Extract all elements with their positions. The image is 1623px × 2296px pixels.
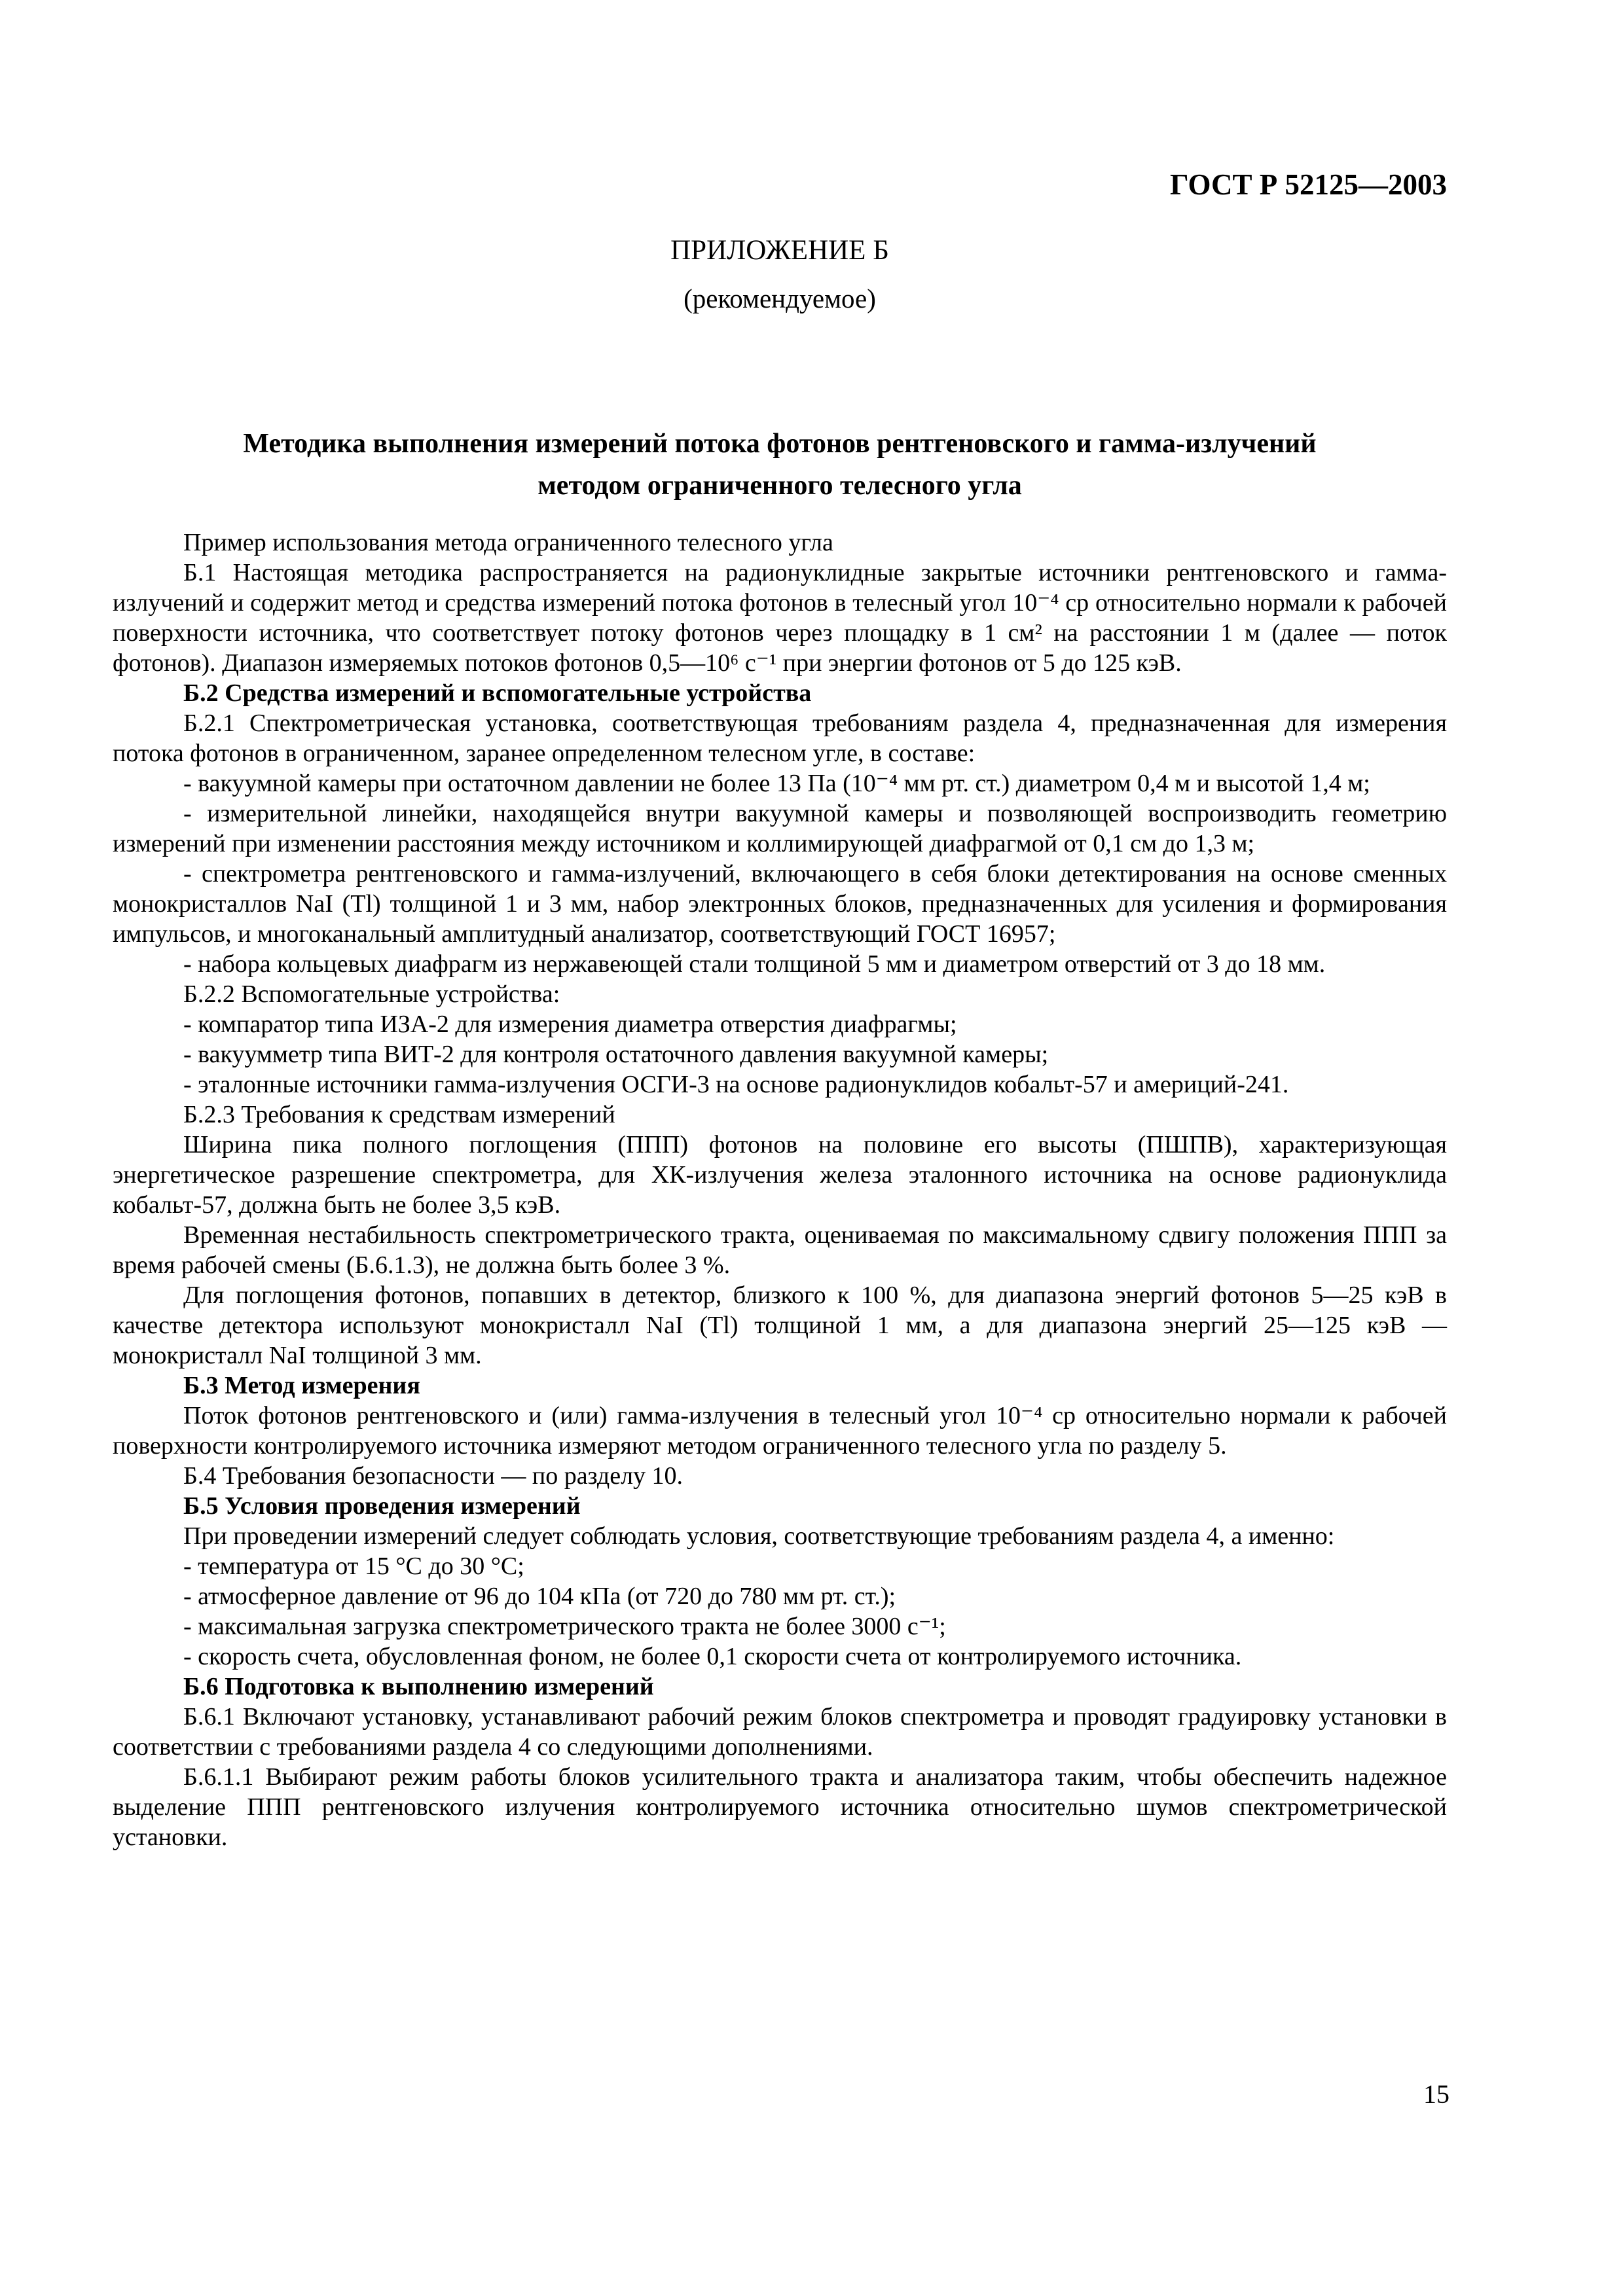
bullet-spectrometer: - спектрометра рентгеновского и гамма-излучений, включающего в себя блоки детектирования на основе сменных монокристаллов NaI (Tl) толщиной 1 и 3 мм, набор электронных блоков, предназначенных для усиления и формирования импульсов, и многоканальный амплитудный анализатор, соответствующий ГОСТ 16957;: [113, 860, 1447, 948]
para-b23-requirements: Б.2.3 Требования к средствам измерений: [183, 1101, 615, 1128]
bullet-max-load: - максимальная загрузка спектрометрического тракта не более 3000 с⁻¹;: [183, 1613, 946, 1640]
bullet-reference-sources: - эталонные источники гамма-излучения ОСГИ-3 на основе радионуклидов кобальт-57 и америций-241.: [183, 1071, 1289, 1098]
para-b21-setup: Б.2.1 Спектрометрическая установка, соответствующая требованиям раздела 4, предназначенная для измерения потока фотонов в ограниченном, заранее определенном телесном угле, в составе:: [113, 709, 1447, 767]
document-title: [113, 423, 1447, 507]
para-b1-scope: Б.1 Настоящая методика распространяется на радионуклидные закрытые источники рентгеновского и гамма-излучений и содержит метод и средства измерений потока фотонов в телесный угол 10⁻⁴ ср относительно нормали к рабочей поверхности источника, что соответствует потоку фотонов через площадку в 1 см² на расстоянии 1 м (далее — поток фотонов). Диапазон измеряемых потоков фотонов 0,5—10⁶ с⁻¹ при энергии фотонов от 5 до 125 кэВ.: [113, 559, 1447, 677]
bullet-vacuum-gauge: - вакуумметр типа ВИТ-2 для контроля остаточного давления вакуумной камеры;: [183, 1041, 1049, 1068]
para-b3-method: Поток фотонов рентгеновского и (или) гамма-излучения в телесный угол 10⁻⁴ ср относительно нормали к рабочей поверхности контролируемого источника измеряют методом ограниченного телесного угла по разделу 5.: [113, 1402, 1447, 1460]
heading-b5: Б.5 Условия проведения измерений: [183, 1492, 581, 1520]
appendix-note: (рекомендуемое): [684, 283, 876, 314]
bullet-background-rate: - скорость счета, обусловленная фоном, не более 0,1 скорости счета от контролируемого источника.: [183, 1643, 1242, 1670]
document-title-line1: Методика выполнения измерений потока фотонов рентгеновского и гамма-излучений: [243, 429, 1317, 459]
para-b5-conditions: При проведении измерений следует соблюдать условия, соответствующие требованиям раздела 4, а именно:: [183, 1522, 1335, 1550]
document-body: [113, 528, 1447, 1852]
para-example-line: Пример использования метода ограниченного телесного угла: [183, 529, 833, 556]
para-absorption: Для поглощения фотонов, попавших в детектор, близкого к 100 %, для диапазона энергий фотонов 5—25 кэВ в качестве детектора используют монокристалл NaI (Tl) толщиной 1 мм, а для диапазона энергий 25—125 кэВ — монокристалл NaI толщиной 3 мм.: [113, 1282, 1447, 1369]
heading-b3: Б.3 Метод измерения: [183, 1372, 420, 1399]
heading-b6: Б.6 Подготовка к выполнению измерений: [183, 1673, 654, 1700]
para-b4-safety: Б.4 Требования безопасности — по разделу 10.: [183, 1462, 684, 1490]
bullet-vacuum-chamber: - вакуумной камеры при остаточном давлении не более 13 Па (10⁻⁴ мм рт. ст.) диаметром 0,4 м и высотой 1,4 м;: [183, 770, 1370, 797]
page-number: 15: [1423, 2079, 1450, 2109]
para-fwhm: Ширина пика полного поглощения (ППП) фотонов на половине его высоты (ПШПВ), характеризующая энергетическое разрешение спектрометра, для ХК-излучения железа эталонного источника на основе радионуклида кобальт-57, должна быть не более 3,5 кэВ.: [113, 1131, 1447, 1219]
bullet-temperature: - температура от 15 °С до 30 °С;: [183, 1552, 524, 1580]
bullet-measuring-ruler: - измерительной линейки, находящейся внутри вакуумной камеры и позволяющей воспроизводить геометрию измерений при изменении расстояния между источником и коллимирующей диафрагмой от 0,1 см до 1,3 м;: [113, 800, 1447, 857]
para-instability: Временная нестабильность спектрометрического тракта, оцениваемая по максимальному сдвигу положения ППП за время рабочей смены (Б.6.1.3), не должна быть более 3 %.: [113, 1221, 1447, 1279]
heading-b2: Б.2 Средства измерений и вспомогательные устройства: [183, 679, 812, 707]
bullet-comparator: - компаратор типа ИЗА-2 для измерения диаметра отверстия диафрагмы;: [183, 1011, 957, 1038]
document-title-line2: методом ограниченного телесного угла: [538, 471, 1022, 501]
standard-number: ГОСТ Р 52125—2003: [1169, 168, 1447, 201]
bullet-ring-diaphragms: - набора кольцевых диафрагм из нержавеющей стали толщиной 5 мм и диаметром отверстий от 3 до 18 мм.: [183, 950, 1326, 978]
para-b61-calibration: Б.6.1 Включают установку, устанавливают рабочий режим блоков спектрометра и проводят градуировку установки в соответствии с требованиями раздела 4 со следующими дополнениями.: [113, 1703, 1447, 1761]
appendix-label: ПРИЛОЖЕНИЕ Б: [670, 235, 889, 266]
bullet-pressure: - атмосферное давление от 96 до 104 кПа (от 720 до 780 мм рт. ст.);: [183, 1583, 896, 1610]
para-b611-mode: Б.6.1.1 Выбирают режим работы блоков усилительного тракта и анализатора таким, чтобы обеспечить надежное выделение ППП рентгеновского излучения контролируемого источника относительно шумов спектрометрической установки.: [113, 1763, 1447, 1851]
para-b22-auxiliary: Б.2.2 Вспомогательные устройства:: [183, 980, 560, 1008]
